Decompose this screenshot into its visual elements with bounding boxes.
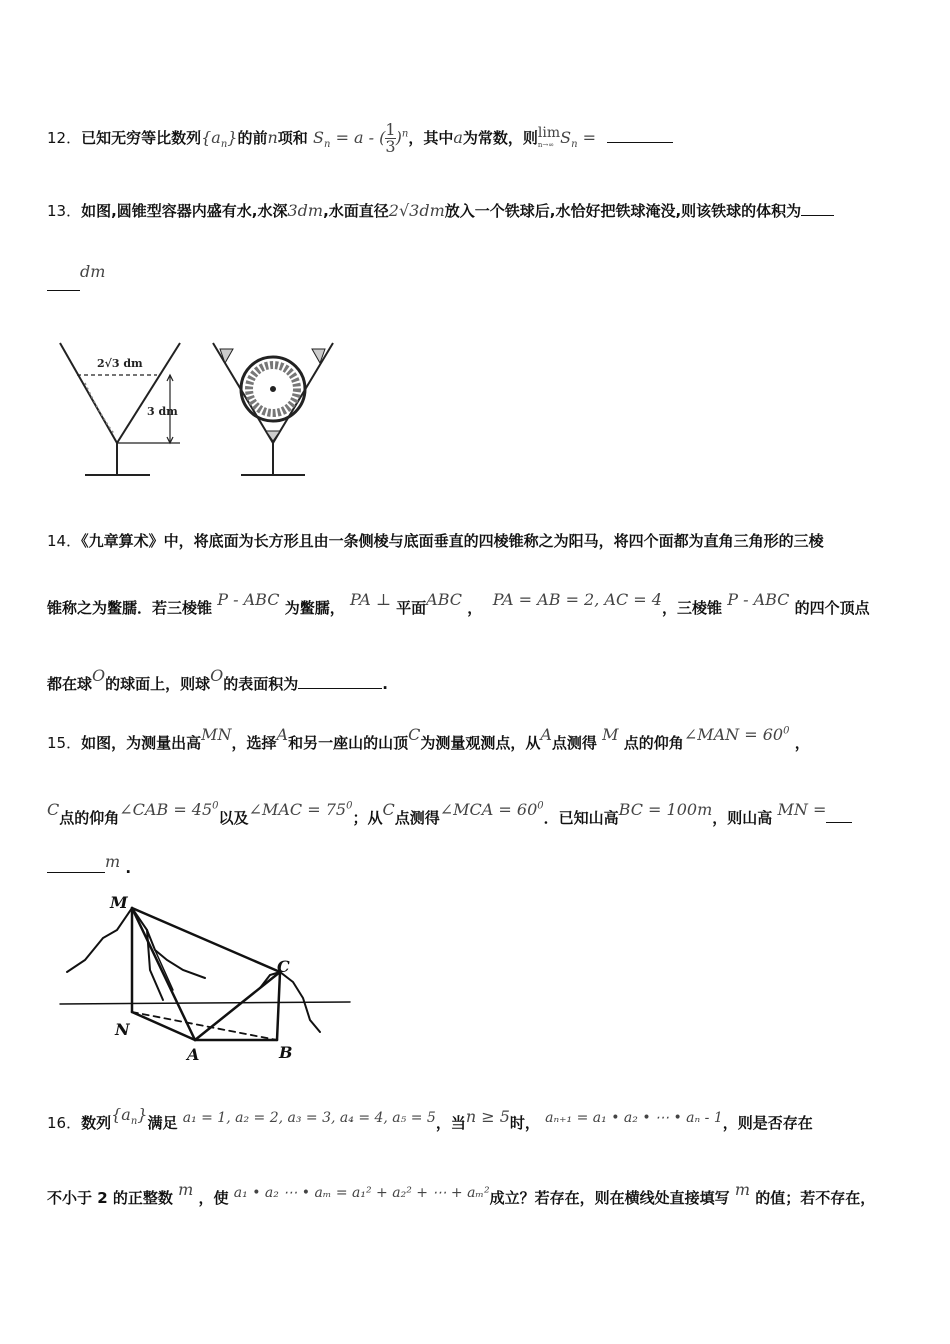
q16-line2-b: ，使 (198, 1189, 229, 1207)
question-14-line3 (47, 666, 910, 694)
q13-depth: 3dm (287, 201, 324, 220)
q15-bc: BC = 100m (618, 800, 713, 819)
q15-line1-b: ，选择 (231, 734, 277, 752)
q13-text-a: 如图,圆锥型容器内盛有水,水深 (81, 202, 288, 220)
question-15-line3 (47, 852, 910, 877)
q13-text-c: 放入一个铁球后,水恰好把铁球淹没,则该铁球的体积为 (444, 202, 802, 220)
question-15-line2 (47, 800, 910, 828)
q14-perp: PA ⊥ (349, 590, 391, 609)
q13-figure (55, 335, 355, 485)
q15-figure (55, 890, 355, 1065)
q12-text-b: 的前 (237, 129, 268, 147)
q16-number: 16． (47, 1114, 82, 1132)
cone-ball-diagram (213, 343, 333, 475)
q15-line2-f: ，则山高 (712, 809, 773, 827)
q15-line1-c: 和另一座山的山顶 (288, 734, 409, 752)
q15-line2-b: 以及 (218, 809, 249, 827)
fig-label-b: B (279, 1043, 293, 1062)
q15-line2-e: ．已知山高 (543, 809, 619, 827)
q16-m-1: m (178, 1180, 194, 1199)
q12-text-a: 已知无穷等比数列 (81, 129, 202, 147)
q12-text-c: 项和 (277, 129, 308, 147)
q15-unit: m (105, 852, 121, 871)
q12-answer-blank[interactable] (607, 128, 673, 143)
q14-answer-blank[interactable] (298, 674, 382, 689)
q14-number: 14． (47, 532, 82, 550)
line-ac (195, 972, 280, 1040)
q15-line1-d: 为测量观测点，从 (420, 734, 541, 752)
line-mc (132, 908, 280, 972)
q12-limit: lim n→∞ (537, 124, 561, 149)
q14-line1: 《九章算术》中，将底面为长方形且由一条侧棱与底面垂直的四棱锥称之为阳马，将四个面都为直角三角形的三棱 (81, 532, 824, 550)
q15-c: C (408, 725, 421, 744)
q16-condition: n ≥ 5 (465, 1107, 510, 1126)
q13-answer-blank-1[interactable] (801, 201, 834, 216)
q15-angle-3: ∠MAC = $75^0$ (248, 800, 353, 819)
line-nb (132, 1012, 277, 1040)
question-12 (47, 122, 910, 155)
q12-formula: $S_n = a$ - ( $\frac{1}{3}$ )$^n$ (313, 120, 409, 156)
q15-mn: MN (201, 725, 232, 744)
question-14-line1 (47, 530, 910, 551)
fig-label-depth: 3 dm (147, 405, 178, 418)
q14-abc: ABC (426, 590, 463, 609)
q16-line1-e: ，则是否存在 (722, 1114, 813, 1132)
q16-line1-d: 时， (509, 1114, 540, 1132)
q15-c3: C (382, 800, 395, 819)
question-13-line1 (47, 200, 910, 221)
question-16-line2 (47, 1180, 910, 1208)
q15-line1-a: 如图，为测量出高 (81, 734, 202, 752)
fig-label-a: A (187, 1045, 200, 1064)
q15-m: M (602, 725, 619, 744)
q14-line2-f: 的四个顶点 (794, 599, 870, 617)
q14-line2-b: 为鳖臑， (284, 599, 345, 617)
q15-line1-g: ， (794, 734, 810, 752)
q16-seq: $\{a_n\}$ (111, 1105, 148, 1128)
q14-line3-b: 的球面上，则球 (105, 675, 211, 693)
q13-unit: dm (80, 262, 106, 281)
question-14-line2 (47, 590, 910, 618)
line-cb (277, 972, 280, 1040)
line-ma (132, 908, 195, 1040)
q16-line1-c: ，当 (435, 1114, 466, 1132)
q16-line2-c: 成立？若存在，则在横线处直接填写 (489, 1189, 730, 1207)
q13-text-b: ,水面直径 (323, 202, 389, 220)
q16-equation: a₁ • a₂ ⋯ • aₘ = a₁² + a₂² + ⋯ + aₘ² (233, 1185, 490, 1201)
q12-number: 12． (47, 129, 82, 147)
q15-number: 15． (47, 734, 82, 752)
q15-answer-blank-2[interactable] (47, 858, 105, 873)
q15-line2-c: ；从 (352, 809, 383, 827)
q15-angle-1: ∠MAN = $60^0$ (683, 725, 790, 744)
q14-line3-a: 都在球 (47, 675, 93, 693)
q16-m-2: m (734, 1180, 751, 1199)
fig-label-width: 2√3 dm (97, 357, 143, 370)
question-13-line2 (47, 262, 910, 291)
q15-a2: A (540, 725, 552, 744)
q13-answer-blank-2[interactable] (47, 276, 80, 291)
q15-angle-2: ∠CAB = $45^0$ (119, 800, 219, 819)
q14-lengths: PA = AB = 2, AC = 4 (492, 590, 662, 609)
q14-pabc-1: P - ABC (217, 590, 280, 609)
fig-label-c: C (277, 957, 290, 976)
q15-line1-e: 点测得 (551, 734, 597, 752)
q16-recurrence: aₙ₊₁ = a₁ • a₂ • ⋯ • aₙ - 1 (545, 1110, 723, 1126)
q15-a: A (276, 725, 289, 744)
q14-line2-e: ，三棱锥 (661, 599, 722, 617)
q14-line2-d: ， (467, 599, 483, 617)
q16-line2-d: 的值；若不存在， (755, 1189, 876, 1207)
question-15-line1 (47, 725, 910, 753)
q15-line2-a: 点的仰角 (59, 809, 120, 827)
q14-line3-c: 的表面积为 (223, 675, 299, 693)
q14-line2-a: 锥称之为鳖臑．若三棱锥 (47, 599, 213, 617)
q15-mn-eq: MN = (777, 800, 827, 819)
q12-text-d: ，其中 (408, 129, 454, 147)
q14-o-1: O (92, 666, 106, 685)
q15-c2: C (47, 800, 60, 819)
q15-answer-blank-1[interactable] (826, 808, 852, 823)
q15-line2-d: 点测得 (394, 809, 440, 827)
q13-diameter: 2√3dm (388, 201, 445, 220)
q12-text-e: 为常数，则 (462, 129, 538, 147)
question-16-line1 (47, 1105, 910, 1133)
fig-label-n: N (115, 1020, 130, 1039)
q14-pabc-2: P - ABC (727, 590, 790, 609)
q16-line2-a: 不小于 2 的正整数 (47, 1189, 173, 1207)
q12-lim-s: $S_n$ = (560, 128, 597, 151)
q14-line2-c: 平面 (396, 599, 427, 617)
q15-line3-end: . (125, 859, 132, 877)
q15-angle-4: ∠MCA = $60^0$ (439, 800, 544, 819)
q12-seq: $\{a_n\}$ (201, 128, 238, 151)
fig-label-m: M (110, 893, 128, 912)
q16-line1-b: 满足 (147, 1114, 178, 1132)
q14-line3-d: . (382, 675, 388, 693)
q12-a: a (453, 128, 463, 147)
q16-initial-values: a₁ = 1, a₂ = 2, a₃ = 3, a₄ = 4, a₅ = 5 (182, 1110, 436, 1126)
q14-o-2: O (210, 666, 224, 685)
line-na (132, 1012, 195, 1040)
q12-n: n (267, 128, 278, 147)
q15-line1-f: 点的仰角 (623, 734, 684, 752)
q16-line1-a: 数列 (81, 1114, 112, 1132)
q13-number: 13． (47, 202, 82, 220)
